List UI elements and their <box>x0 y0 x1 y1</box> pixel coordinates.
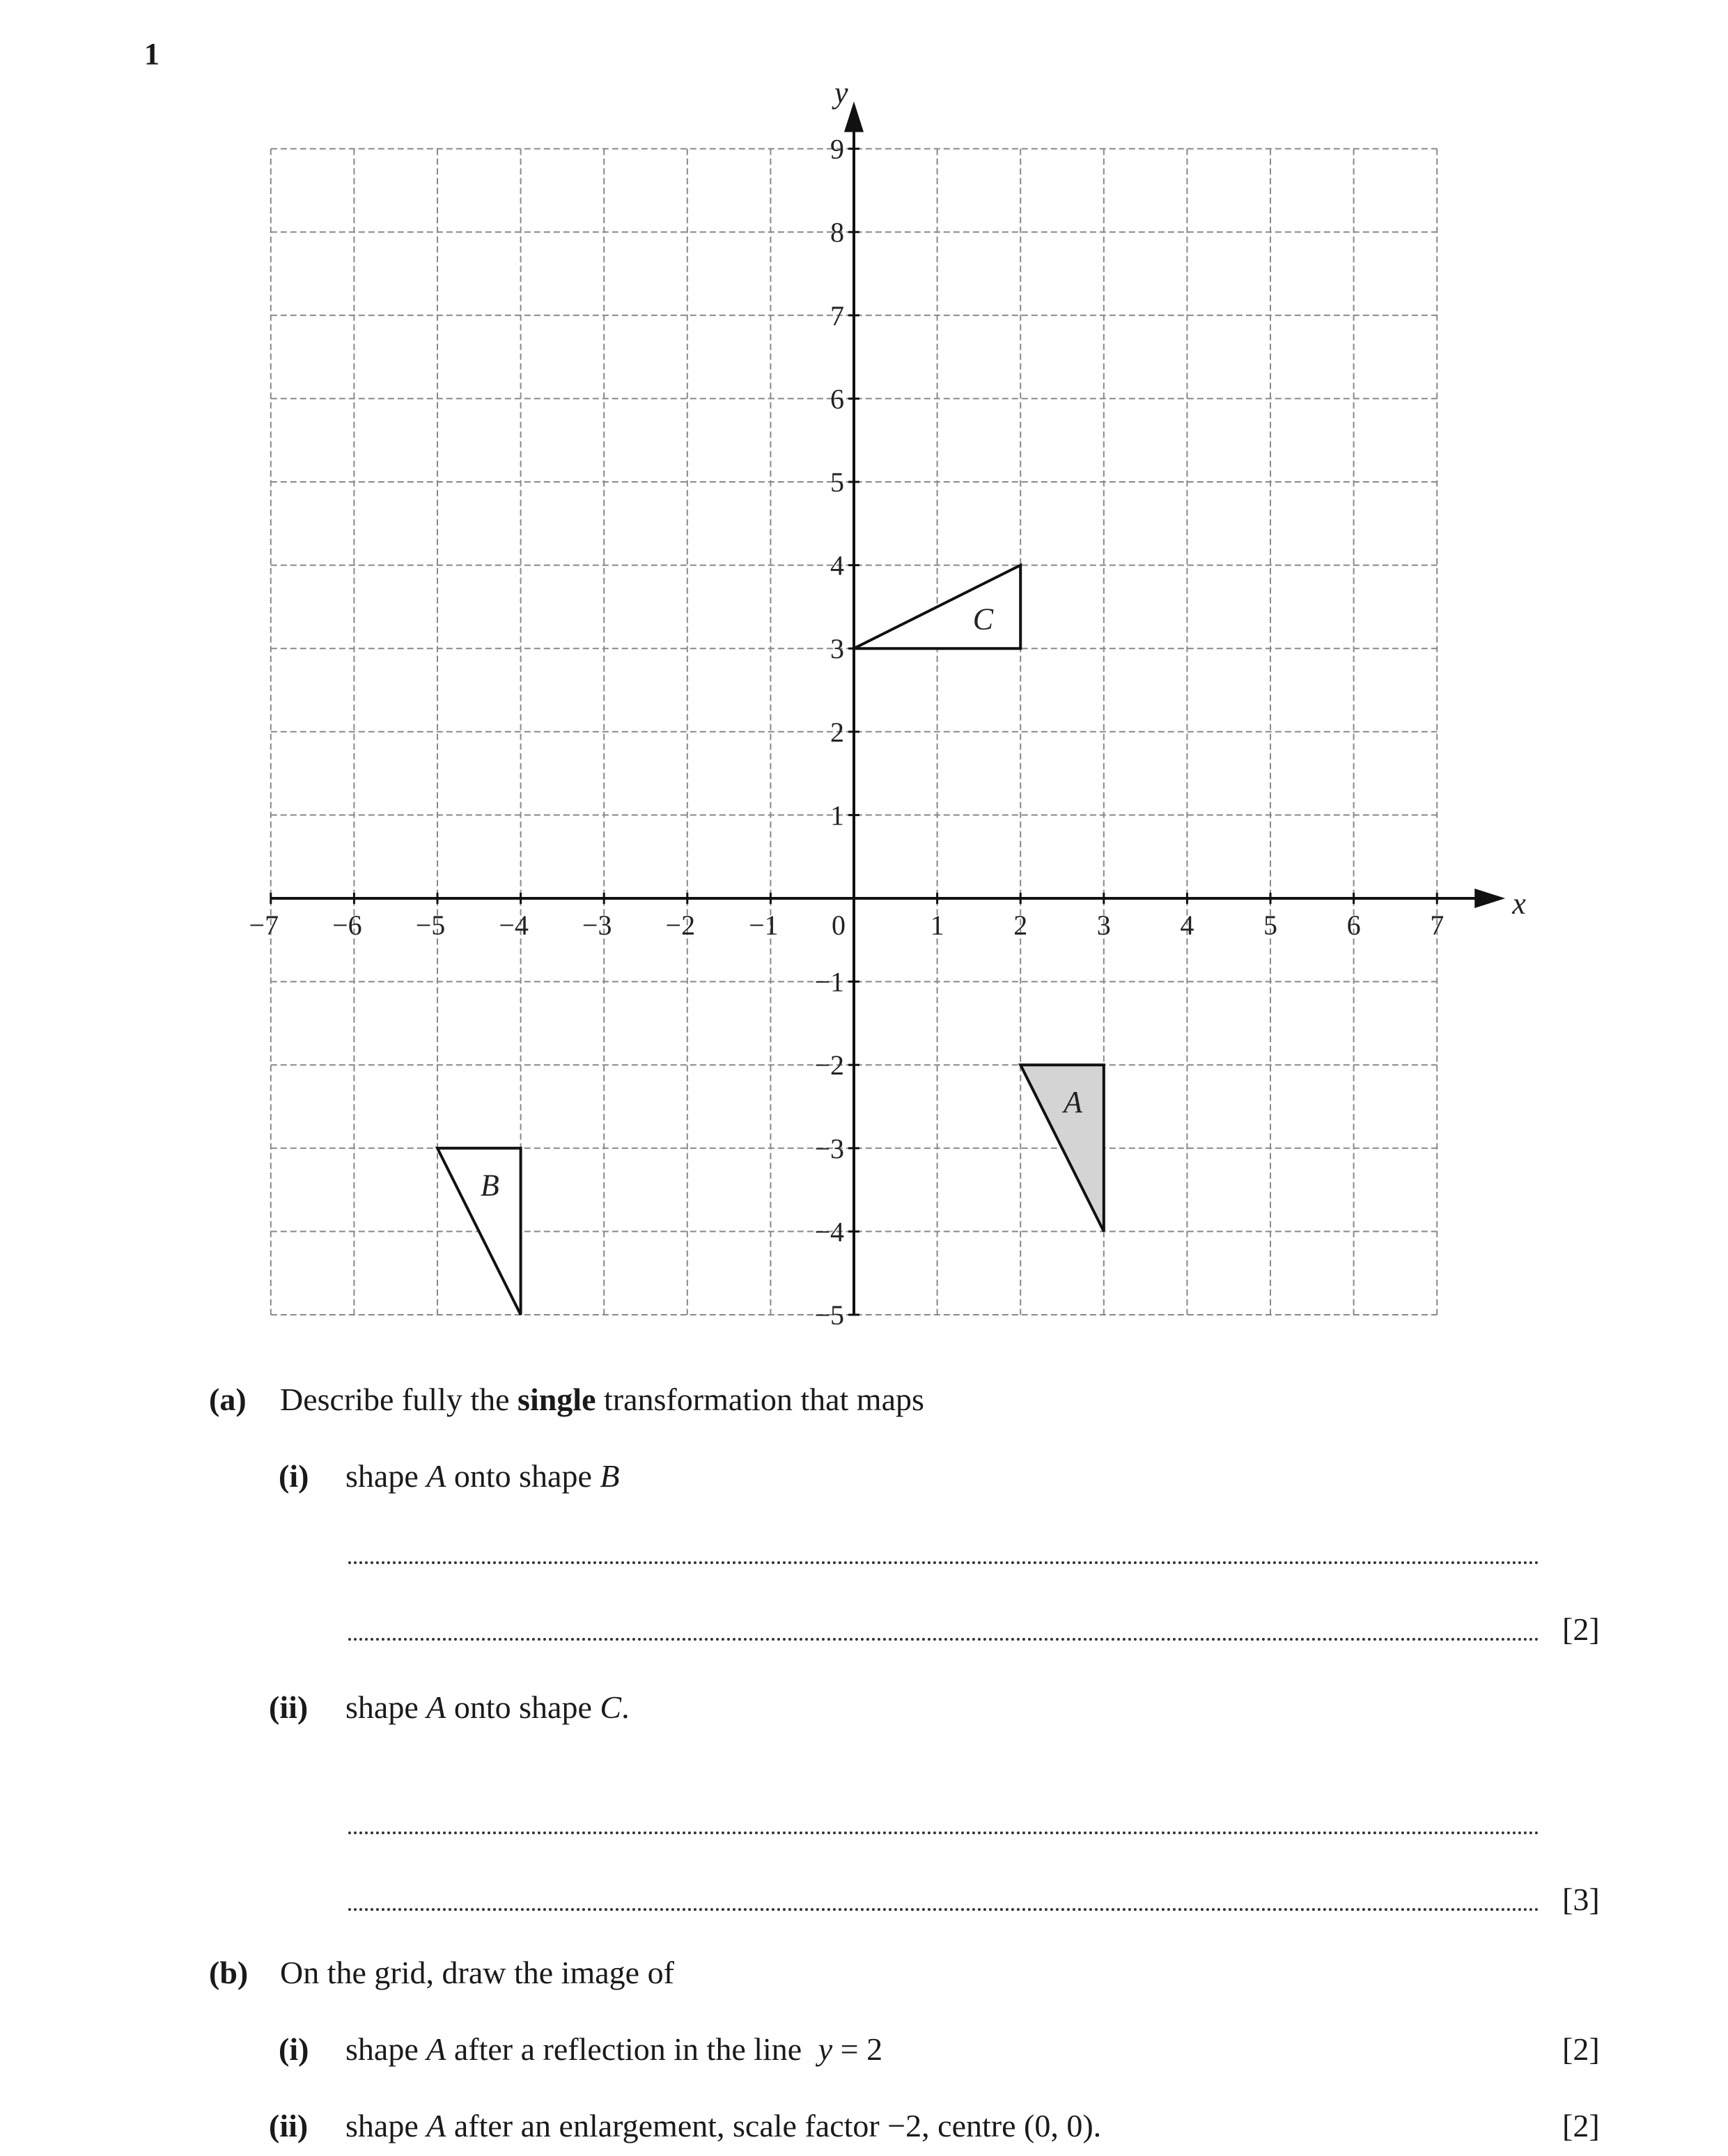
part-b-ii-label: (ii) <box>269 2108 309 2143</box>
x-tick-label: −4 <box>499 909 529 941</box>
part-b-i-eq-rest: = 2 <box>832 2031 883 2067</box>
x-tick-label: −7 <box>249 909 279 941</box>
x-tick-label: 2 <box>1013 909 1028 941</box>
shape-c <box>854 565 1020 649</box>
y-tick-label: 6 <box>830 383 844 415</box>
x-tick-label: −1 <box>749 909 779 941</box>
x-axis-label: x <box>1512 886 1526 921</box>
x-tick-label: 4 <box>1180 909 1194 941</box>
part-b-i-text-2: after a reflection in the line <box>446 2031 810 2067</box>
x-tick-label: 0 <box>832 909 846 941</box>
part-b-label: (b) <box>209 1955 249 1990</box>
y-tick-label: −5 <box>814 1299 844 1331</box>
part-a-ii-text-3: . <box>621 1689 630 1725</box>
marks-a-i: [2] <box>1562 1611 1600 1647</box>
part-b-i-label: (i) <box>279 2031 309 2067</box>
answer-line-a-i-2[interactable] <box>348 1638 1539 1641</box>
y-tick-label: 2 <box>830 716 844 748</box>
question-number: 1 <box>144 37 159 71</box>
x-tick-label: 7 <box>1430 909 1445 941</box>
x-tick-label: −2 <box>665 909 696 941</box>
y-tick-label: 9 <box>830 133 844 165</box>
y-tick-label: 3 <box>830 633 844 665</box>
part-b-i-text-1: shape <box>345 2031 427 2067</box>
marks-b-i: [2] <box>1562 2031 1600 2067</box>
part-a-i-question <box>279 1458 619 1494</box>
part-b-i-eq-var: y <box>818 2031 833 2067</box>
part-b-i-shape: A <box>426 2031 446 2067</box>
x-tick-label: 6 <box>1346 909 1361 941</box>
x-axis-arrow <box>1474 889 1505 908</box>
shape-label-c: C <box>972 602 994 636</box>
y-tick-label: −4 <box>814 1216 844 1248</box>
y-tick-label: 1 <box>830 799 844 831</box>
part-a-i-shape-2: B <box>600 1458 620 1494</box>
shape-label-a: A <box>1064 1085 1082 1120</box>
part-a-text-2: transformation that maps <box>596 1382 924 1417</box>
marks-b-ii: [2] <box>1562 2108 1600 2143</box>
x-tick-label: 1 <box>930 909 944 941</box>
answer-line-a-ii-1[interactable] <box>348 1831 1539 1834</box>
part-b-i-question <box>279 2031 882 2068</box>
y-tick-label: −3 <box>814 1132 844 1164</box>
part-b-ii-question <box>269 2107 1101 2144</box>
part-a-ii-shape-1: A <box>426 1689 446 1725</box>
answer-line-a-ii-2[interactable] <box>348 1908 1539 1911</box>
part-b-ii-shape: A <box>426 2108 446 2143</box>
part-a-i-shape-1: A <box>426 1458 446 1494</box>
part-a-ii-question <box>269 1689 630 1726</box>
part-a-ii-text-1: shape <box>345 1689 427 1725</box>
y-tick-label: 4 <box>830 549 844 581</box>
x-tick-label: −6 <box>332 909 362 941</box>
y-tick-label: −1 <box>814 966 844 998</box>
part-a-text-bold: single <box>517 1382 596 1417</box>
part-b-ii-text-1: shape <box>345 2108 427 2143</box>
part-a-i-text-1: shape <box>345 1458 427 1494</box>
marks-a-ii: [3] <box>1562 1882 1600 1917</box>
part-a-text-1: Describe fully the <box>280 1382 518 1417</box>
part-a-ii-shape-2: C <box>600 1689 622 1725</box>
y-tick-label: 7 <box>830 299 844 331</box>
part-b-text: On the grid, draw the image of <box>280 1955 674 1990</box>
x-tick-label: −3 <box>582 909 612 941</box>
y-tick-label: 5 <box>830 467 844 498</box>
x-tick-label: 3 <box>1096 909 1111 941</box>
part-a-i-label: (i) <box>279 1458 309 1494</box>
part-a-i-text-2: onto shape <box>446 1458 600 1494</box>
part-a-ii-text-2: onto shape <box>446 1689 600 1725</box>
part-a-label: (a) <box>209 1382 247 1417</box>
part-b-ii-text-2: after an enlargement, scale factor −2, centre (0, 0). <box>446 2108 1102 2143</box>
answer-line-a-i-1[interactable] <box>348 1561 1539 1564</box>
shape-label-b: B <box>480 1168 499 1203</box>
y-tick-label: 8 <box>830 217 844 249</box>
part-a-stem <box>209 1381 924 1418</box>
x-tick-label: 5 <box>1263 909 1277 941</box>
part-b-stem <box>209 1954 674 1991</box>
y-tick-label: −2 <box>814 1049 844 1081</box>
part-a-ii-label: (ii) <box>269 1689 309 1725</box>
y-axis-label: y <box>834 75 848 110</box>
x-tick-label: −5 <box>415 909 446 941</box>
